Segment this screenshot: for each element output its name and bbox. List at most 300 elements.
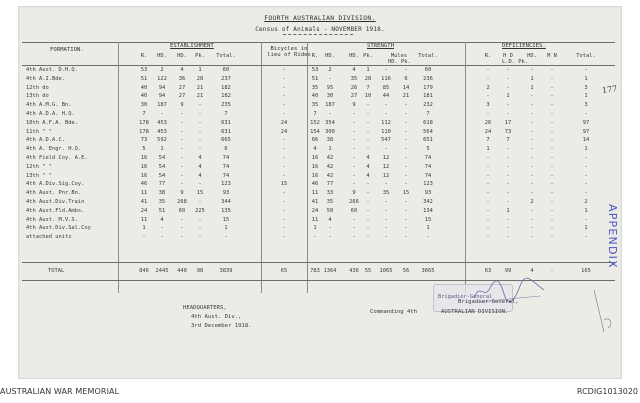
row-formation: 4th A.I.Bde. [26,75,65,82]
row-establishment-value: 27 [178,84,186,91]
row-establishment-value: 16 [140,172,148,179]
row-deficiency-value: 1 [584,225,588,232]
row-deficiency-value: - [530,102,534,109]
row-strength-value: - [384,181,388,188]
row-strength-value: 342 [423,199,433,205]
row-strength-value: 42 [326,172,334,179]
row-strength-value: 66 [311,137,319,144]
row-deficiency-value: - [584,172,588,179]
row-establishment-value: 74 [222,155,230,161]
row-strength-value: 44 [382,93,390,100]
row-deficiency-value: - [584,234,588,241]
row-strength-value: 12 [382,155,390,161]
row-establishment-value: 54 [158,172,166,179]
row-deficiency-value: - [486,216,490,223]
row-strength-value: 1 [328,146,332,153]
row-deficiency-value: 24 [484,128,492,135]
row-strength-value: - [352,111,356,117]
subheader-establishment: R. [140,53,148,59]
row-strength-value: - [328,234,332,241]
row-establishment-value: 21 [196,84,204,91]
row-establishment-value: 4 [198,155,202,161]
row-strength-value: 26 [350,84,358,91]
row-establishment-value: 77 [158,181,166,188]
row-bicycles-value: - [282,225,286,232]
row-establishment-value: 4 [198,172,202,179]
row-establishment-value: 631 [221,128,231,135]
row-deficiency-value: - [550,119,554,126]
subheader-deficiencies: R. [484,53,492,59]
row-strength-value: - [366,216,370,223]
row-strength-value: - [404,181,408,188]
row-deficiency-value: - [550,155,554,161]
row-establishment-value: 344 [221,199,231,205]
row-strength-value: 4 [366,155,370,161]
subheader-strength: Pk. [363,53,373,59]
row-deficiency-value: - [486,225,490,232]
row-establishment-value: 30 [140,102,148,109]
header-establishment: ESTABLISHMENT [170,43,214,49]
row-formation: 4th Field Coy. A.E. [26,155,88,161]
row-strength-value: 110 [381,128,391,135]
row-strength-value: 38 [326,137,334,144]
row-deficiency-value: - [550,225,554,232]
row-deficiency-value: - [506,146,510,153]
row-deficiency-value: 2 [530,199,534,205]
subheader-deficiencies: Total. [576,53,596,59]
row-deficiency-value: 2 [584,199,588,205]
row-establishment-value: 27 [178,93,186,100]
row-strength-value: 11 [311,216,319,223]
row-strength-value: - [366,207,370,214]
row-deficiency-value: - [584,163,588,170]
row-strength-value: - [404,163,408,170]
row-deficiency-value: - [506,67,510,73]
row-deficiency-value: - [506,75,510,82]
row-establishment-value: 1 [198,67,202,73]
row-deficiency-value: - [506,163,510,170]
row-deficiency-value: - [550,181,554,188]
row-strength-value: - [384,102,388,109]
row-deficiency-value: - [550,84,554,91]
row-bicycles-value: - [282,67,286,73]
header-strength: STRENGTH [367,43,394,49]
sig-date: 3rd December 1918. [191,323,252,329]
sig-australian-division: AUSTRALIAN DIVISION. [441,309,509,315]
subtitle-underline [283,34,353,35]
row-establishment-value: 60 [178,207,186,214]
subheader-strength: Mules [390,53,408,59]
row-strength-value: - [384,216,388,223]
row-bicycles-value: - [282,111,286,117]
row-strength-value: - [404,137,408,144]
row-strength-value: - [328,75,332,82]
row-strength-value: 10 [364,93,372,100]
row-deficiency-value: - [486,181,490,188]
row-strength-value: 7 [426,111,430,117]
total-strength-value: 55 [364,268,372,274]
row-strength-value: - [352,181,356,188]
footer-archive-name: AUSTRALIAN WAR MEMORIAL [0,387,120,396]
row-deficiency-value: - [486,67,490,73]
document-title: FOURTH AUSTRALIAN DIVISION. [264,15,376,22]
row-strength-value: - [404,234,408,241]
pencil-mark [590,288,618,338]
row-establishment-value: 21 [196,93,204,100]
subheader-establishment: HD. [177,53,187,59]
row-deficiency-value: - [550,163,554,170]
row-establishment-value: - [198,137,202,144]
row-strength-value: 46 [311,181,319,188]
row-strength-value: - [352,216,356,223]
row-establishment-value: 268 [177,199,187,205]
row-strength-value: 4 [328,216,332,223]
row-bicycles-value: - [282,199,286,205]
row-deficiency-value: - [584,216,588,223]
row-deficiency-value: 3 [486,102,490,109]
row-establishment-value: - [198,146,202,153]
row-establishment-value: - [160,234,164,241]
row-establishment-value: 54 [158,163,166,170]
row-establishment-value: - [180,111,184,117]
subheader-strength-mules: HD. Pk. [388,59,411,65]
row-strength-value: 74 [424,155,432,161]
total-top-rule [22,262,615,263]
row-bicycles-value: - [282,146,286,153]
row-formation: attached units [26,234,72,241]
row-establishment-value: 28 [196,75,204,82]
row-establishment-value: 235 [221,102,231,109]
sig-brigadier: Brigadier-General, [458,299,519,305]
row-strength-value: 27 [350,93,358,100]
row-establishment-value: 453 [157,119,167,126]
row-deficiency-value: - [486,234,490,241]
row-establishment-value: 1 [142,225,146,232]
row-deficiency-value: - [530,155,534,161]
row-strength-value: 300 [325,128,335,135]
row-deficiency-value: 14 [582,137,590,144]
row-strength-value: 35 [326,199,334,205]
row-deficiency-value: - [486,111,490,117]
header-bottom-rule [22,65,615,66]
row-establishment-value: 453 [157,128,167,135]
row-strength-value: 16 [311,163,319,170]
row-establishment-value: 178 [139,119,149,126]
row-strength-value: 35 [382,190,390,197]
total-establishment-value: 440 [177,268,187,274]
row-strength-value: - [384,146,388,153]
row-establishment-value: - [180,172,184,179]
row-strength-value: 618 [423,119,433,126]
row-strength-value: 15 [402,190,410,197]
row-deficiency-value: - [550,137,554,144]
row-deficiency-value: - [530,225,534,232]
row-establishment-value: 7 [142,111,146,117]
row-establishment-value: - [180,225,184,232]
row-strength-value: - [426,234,430,241]
row-bicycles-value: - [282,163,286,170]
row-deficiency-value: - [486,190,490,197]
row-establishment-value: 46 [140,181,148,188]
row-establishment-value: 187 [157,102,167,109]
row-formation: 4th A.Div.Sig.Coy. [26,181,85,188]
row-deficiency-value: - [486,207,490,214]
row-establishment-value: 41 [140,199,148,205]
row-deficiency-value: - [506,102,510,109]
row-formation: 13th do [26,93,49,100]
row-deficiency-value: - [530,128,534,135]
row-strength-value: 33 [326,190,334,197]
row-deficiency-value: - [486,155,490,161]
row-deficiency-value: 1 [584,75,588,82]
row-strength-value: - [384,225,388,232]
subheader-strength: HD. [349,53,359,59]
row-strength-value: - [404,111,408,117]
row-deficiency-value: - [530,111,534,117]
row-establishment-value: 74 [222,172,230,179]
row-strength-value: 6 [404,75,408,82]
row-strength-value: 16 [311,155,319,161]
row-strength-value: 74 [424,163,432,170]
row-establishment-value: 15 [222,216,230,223]
row-establishment-value: 237 [221,75,231,82]
total-establishment-value: 2445 [155,268,169,274]
row-establishment-value: 60 [222,67,230,73]
row-strength-value: 35 [350,75,358,82]
row-bicycles-value: 15 [280,181,288,188]
row-strength-value: - [366,190,370,197]
row-formation: 4th Aust. M.V.S. [26,216,78,223]
row-deficiency-value: - [584,190,588,197]
row-strength-value: - [352,234,356,241]
row-establishment-value: 11 [140,190,148,197]
row-strength-value: - [404,128,408,135]
row-establishment-value: - [198,234,202,241]
row-deficiency-value: 1 [584,93,588,100]
total-deficiency-value: 4 [530,268,534,274]
row-deficiency-value: 1 [530,75,534,82]
row-strength-value: - [352,225,356,232]
row-strength-value: - [404,155,408,161]
row-strength-value: 41 [311,199,319,205]
row-establishment-value: - [180,146,184,153]
row-strength-value: 24 [311,207,319,214]
row-strength-value: - [366,146,370,153]
row-bicycles-value: - [282,84,286,91]
row-deficiency-value: - [506,234,510,241]
row-deficiency-value: - [486,75,490,82]
row-establishment-value: 4 [198,163,202,170]
row-strength-value: 123 [423,181,433,188]
row-strength-value: - [328,225,332,232]
row-establishment-value: 36 [178,75,186,82]
total-strength-value: 1065 [379,268,393,274]
row-deficiency-value: - [550,234,554,241]
row-deficiency-value: - [530,146,534,153]
row-strength-value: 564 [423,128,433,135]
row-bicycles-value: - [282,137,286,144]
row-formation: 13th " " [26,172,52,179]
row-deficiency-value: - [550,199,554,205]
row-establishment-value: 40 [140,93,148,100]
document-subtitle: Census of Animals - NOVEMBER 1918. [255,26,385,33]
row-establishment-value: - [180,163,184,170]
row-establishment-value: - [180,119,184,126]
row-strength-value: 1 [313,225,317,232]
row-deficiency-value: - [550,67,554,73]
row-deficiency-value: - [550,102,554,109]
row-strength-value: 77 [326,181,334,188]
row-establishment-value: 7 [224,111,228,117]
row-strength-value: 4 [366,172,370,179]
sig-headquarters: HEADQUARTERS, [183,305,227,311]
row-strength-value: 179 [423,84,433,91]
row-formation: 4th A. Engr. H.Q. [26,146,82,153]
row-formation: 12th " " [26,163,52,170]
row-deficiency-value: - [506,84,510,91]
row-deficiency-value: 3 [584,84,588,91]
stamp-text: Brigadier-General [438,294,493,300]
row-establishment-value: 54 [158,155,166,161]
row-bicycles-value: - [282,75,286,82]
row-bicycles-value: - [282,207,286,214]
subheader-deficiencies: HD. [527,53,537,59]
row-deficiency-value: - [506,199,510,205]
row-establishment-value: 94 [158,93,166,100]
row-establishment-value: 11 [140,216,148,223]
row-establishment-value: - [198,102,202,109]
row-deficiency-value: - [550,128,554,135]
row-establishment-value: - [198,119,202,126]
row-strength-value: 12 [382,163,390,170]
row-strength-value: - [404,146,408,153]
row-deficiency-value: 1 [486,146,490,153]
row-strength-value: 7 [366,84,370,91]
row-formation: 4th Aust.Div.Sal.Coy [26,225,91,232]
row-formation: 4th Aust.Fld.Ambs. [26,207,85,214]
row-deficiency-value: 3 [584,102,588,109]
divider-formation [118,42,119,293]
row-establishment-value: 123 [221,181,231,188]
row-strength-value: 50 [326,207,334,214]
row-strength-value: 30 [326,93,334,100]
row-strength-value: 60 [350,207,358,214]
row-strength-value: 112 [381,119,391,126]
header-bicycles: Bicycles in lieu of Rides [267,46,311,59]
row-deficiency-value: - [486,93,490,100]
subheader-establishment: Total. [216,53,236,59]
total-deficiency-value: 63 [484,268,492,274]
row-bicycles-value: - [282,190,286,197]
row-deficiency-value: - [506,181,510,188]
row-establishment-value: 73 [140,137,148,144]
total-establishment-value: 98 [196,268,204,274]
row-deficiency-value: - [506,190,510,197]
row-strength-value: - [352,128,356,135]
row-establishment-value: - [180,155,184,161]
row-establishment-value: - [198,111,202,117]
row-strength-value: - [366,181,370,188]
row-deficiency-value: - [584,67,588,73]
row-strength-value: - [366,128,370,135]
row-strength-value: 42 [326,163,334,170]
total-deficiency-value: 165 [581,268,591,274]
row-strength-value: - [404,216,408,223]
row-establishment-value: 16 [140,155,148,161]
row-strength-value: 266 [349,199,359,205]
row-deficiency-value: - [550,216,554,223]
row-deficiency-value: - [506,111,510,117]
row-establishment-value: - [180,137,184,144]
row-strength-value: 187 [325,102,335,109]
row-strength-value: - [404,67,408,73]
row-strength-value: 9 [352,190,356,197]
row-establishment-value: 592 [157,137,167,144]
row-strength-value: 60 [424,67,432,73]
row-establishment-value: - [198,225,202,232]
row-deficiency-value: - [530,207,534,214]
row-formation: 4th Aust. Pnr.Bn. [26,190,82,197]
footer-record-id: RCDIG1013020 [576,387,638,396]
row-strength-value: 152 [310,119,320,126]
row-deficiency-value: 1 [584,146,588,153]
row-bicycles-value: - [282,93,286,100]
row-strength-value: - [366,225,370,232]
row-formation: 4th A.M.G. Bn. [26,102,72,109]
row-strength-value: - [366,199,370,205]
row-strength-value: 21 [402,93,410,100]
row-deficiency-value: - [530,234,534,241]
row-bicycles-value: - [282,155,286,161]
row-deficiency-value: 1 [506,207,510,214]
row-establishment-value: 24 [140,207,148,214]
row-deficiency-value: - [530,119,534,126]
row-deficiency-value: - [584,111,588,117]
row-bicycles-value: 24 [280,119,288,126]
row-strength-value: 154 [310,128,320,135]
row-deficiency-value: - [486,199,490,205]
row-bicycles-value: - [282,172,286,179]
row-deficiency-value: - [530,172,534,179]
row-strength-value: 7 [313,111,317,117]
appendix-stamp: APPENDIX [606,204,619,269]
row-deficiency-value: - [530,181,534,188]
row-establishment-value: 15 [196,190,204,197]
row-deficiency-value: - [550,172,554,179]
row-deficiency-value: 1 [584,207,588,214]
row-strength-value: 1 [426,225,430,232]
row-establishment-value: 94 [158,84,166,91]
total-strength-value: 783 [310,268,320,274]
row-strength-value: - [404,207,408,214]
row-deficiency-value: 7 [506,137,510,144]
row-strength-value: 16 [311,172,319,179]
total-strength-value: 3665 [421,268,435,274]
row-strength-value: - [313,234,317,241]
row-establishment-value: - [180,216,184,223]
divider-establishment [261,42,262,293]
row-strength-value: 232 [423,102,433,109]
row-strength-value: 14 [402,84,410,91]
row-deficiency-value: 26 [484,119,492,126]
row-establishment-value: 5 [142,146,146,153]
row-formation: 4th Aust. D.H.Q. [26,67,78,73]
row-establishment-value: 16 [140,163,148,170]
row-formation: 4th A.D.A. H.Q. [26,111,75,117]
row-strength-value: 4 [366,163,370,170]
row-strength-value: - [384,111,388,117]
row-deficiency-value: - [530,93,534,100]
